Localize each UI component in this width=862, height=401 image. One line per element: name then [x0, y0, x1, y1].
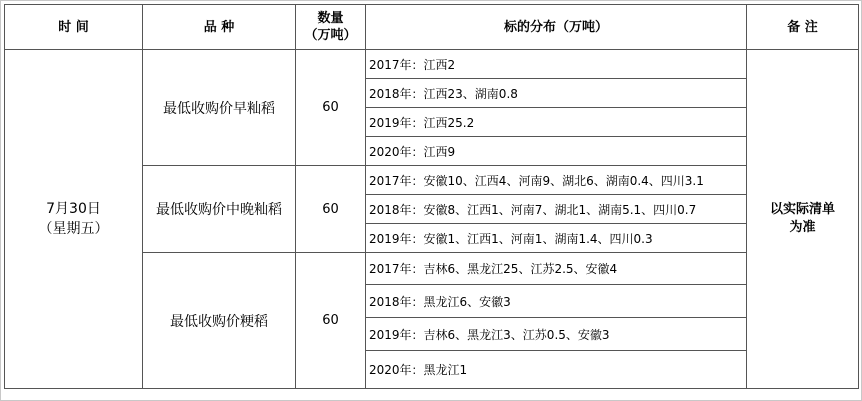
distribution-cell: 2019年：吉林6、黑龙江3、江苏0.5、安徽3 — [366, 318, 747, 351]
date-text: 7月30日 — [46, 201, 101, 217]
remark-cell — [747, 50, 859, 389]
header-row — [5, 5, 859, 50]
header-quantity — [296, 5, 366, 50]
quantity-early-indica: 60 — [296, 50, 366, 166]
quantity-mid-late-indica: 60 — [296, 166, 366, 253]
header-distribution: 标的分布（万吨） — [366, 5, 747, 50]
header-variety: 品 种 — [143, 5, 296, 50]
variety-mid-late-indica: 最低收购价中晚籼稻 — [143, 166, 296, 253]
quantity-japonica: 60 — [296, 253, 366, 389]
distribution-cell: 2017年：吉林6、黑龙江25、江苏2.5、安徽4 — [366, 253, 747, 285]
distribution-cell: 2019年：江西25.2 — [366, 108, 747, 137]
distribution-cell: 2017年：安徽10、江西4、河南9、湖北6、湖南0.4、四川3.1 — [366, 166, 747, 195]
header-time: 时 间 — [5, 5, 143, 50]
table-row — [5, 50, 859, 79]
distribution-cell: 2017年：江西2 — [366, 50, 747, 79]
remark-line2: 为准 — [789, 220, 816, 235]
distribution-cell: 2018年：安徽8、江西1、河南7、湖北1、湖南5.1、四川0.7 — [366, 195, 747, 224]
weekday-text: （星期五） — [38, 221, 109, 237]
variety-japonica: 最低收购价粳稻 — [143, 253, 296, 389]
distribution-cell: 2019年：安徽1、江西1、河南1、湖南1.4、四川0.3 — [366, 224, 747, 253]
header-quantity-line2: （万吨） — [304, 28, 357, 43]
header-quantity-line1: 数量 — [317, 11, 344, 26]
auction-schedule-table — [4, 4, 859, 389]
distribution-cell: 2020年：黑龙江1 — [366, 351, 747, 389]
distribution-cell: 2018年：黑龙江6、安徽3 — [366, 285, 747, 318]
remark-line1: 以实际清单 — [769, 202, 835, 217]
variety-early-indica: 最低收购价早籼稻 — [143, 50, 296, 166]
header-remarks: 备 注 — [747, 5, 859, 50]
distribution-cell: 2018年：江西23、湖南0.8 — [366, 79, 747, 108]
time-cell — [5, 50, 143, 389]
distribution-cell: 2020年：江西9 — [366, 137, 747, 166]
